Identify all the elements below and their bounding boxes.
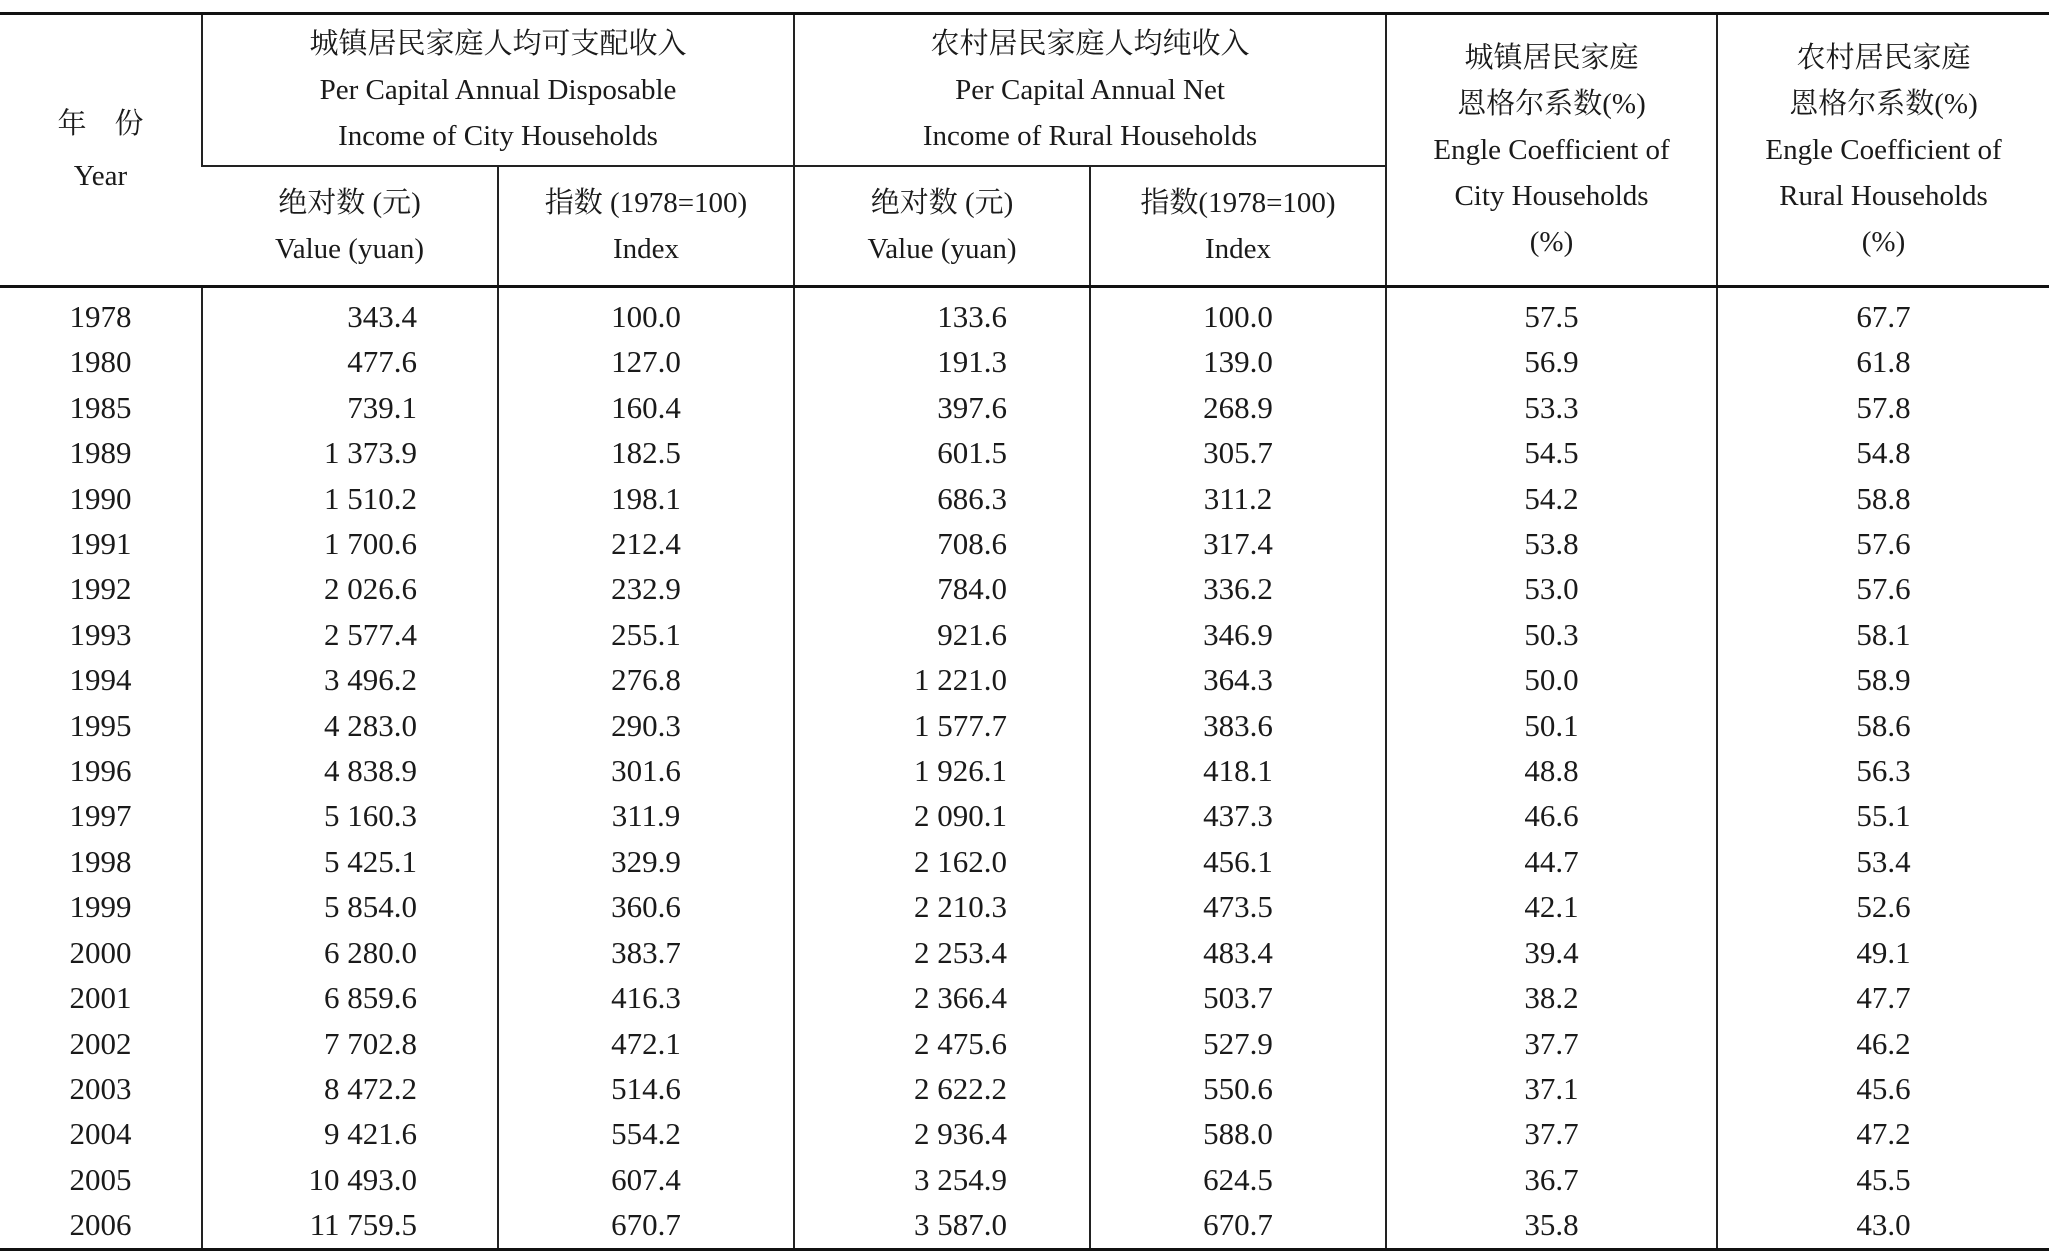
header-rural-index [1090, 166, 1386, 287]
cell-engel-city: 54.2 [1386, 476, 1717, 521]
cell-city-income-index: 212.4 [498, 521, 794, 566]
header-city-index [498, 166, 794, 287]
table-row [0, 975, 2049, 1020]
cell-engel-rural: 58.6 [1717, 703, 2049, 748]
header-city-income-group [202, 14, 794, 167]
cell-rural-income-value: 921.6 [794, 612, 1090, 657]
table-row [0, 1066, 2049, 1111]
cell-rural-income-index: 336.2 [1090, 566, 1386, 611]
cell-engel-rural: 47.2 [1717, 1111, 2049, 1156]
cell-engel-city: 36.7 [1386, 1157, 1717, 1202]
header-city-value-cn: 绝对数 (元) [278, 187, 421, 219]
cell-city-income-value: 5 160.3 [202, 793, 498, 838]
cell-rural-income-index: 670.7 [1090, 1202, 1386, 1249]
cell-year: 2002 [69, 1025, 132, 1061]
header-engel-city-en2: City Households [1454, 180, 1649, 212]
header-rural-value-cn: 绝对数 (元) [870, 187, 1014, 219]
table-row [0, 566, 2049, 611]
cell-city-income-value: 5 425.1 [202, 839, 498, 884]
cell-engel-city: 46.6 [1386, 793, 1717, 838]
cell-engel-rural: 47.7 [1717, 975, 2049, 1020]
cell-rural-income-index: 139.0 [1090, 339, 1386, 384]
cell-year: 1994 [69, 662, 132, 698]
header-engel-rural [1717, 14, 2049, 287]
table-row [0, 521, 2049, 566]
table-row [0, 1202, 2049, 1249]
cell-engel-rural: 52.6 [1717, 884, 2049, 929]
cell-year: 1989 [69, 435, 132, 471]
cell-engel-city: 53.3 [1386, 385, 1717, 430]
cell-city-income-index: 514.6 [498, 1066, 794, 1111]
cell-rural-income-index: 311.2 [1090, 476, 1386, 521]
table-row [0, 612, 2049, 657]
cell-rural-income-index: 100.0 [1090, 287, 1386, 340]
header-year-cn: 年份 [57, 108, 172, 140]
cell-city-income-value: 3 496.2 [202, 657, 498, 702]
cell-rural-income-value: 2 366.4 [794, 975, 1090, 1020]
cell-city-income-index: 607.4 [498, 1157, 794, 1202]
cell-rural-income-index: 483.4 [1090, 930, 1386, 975]
income-engel-table [0, 12, 2049, 1251]
cell-engel-city: 37.7 [1386, 1111, 1717, 1156]
header-year [0, 14, 202, 287]
table-row [0, 1021, 2049, 1066]
cell-city-income-value: 1 510.2 [202, 476, 498, 521]
table-row [0, 385, 2049, 430]
cell-rural-income-value: 3 254.9 [794, 1157, 1090, 1202]
cell-year: 2004 [69, 1116, 132, 1152]
table-row [0, 703, 2049, 748]
cell-rural-income-value: 191.3 [794, 339, 1090, 384]
cell-year: 1978 [69, 299, 132, 334]
cell-engel-rural: 61.8 [1717, 339, 2049, 384]
cell-rural-income-index: 456.1 [1090, 839, 1386, 884]
header-engel-rural-en1: Engle Coefficient of [1765, 134, 2002, 166]
cell-city-income-value: 8 472.2 [202, 1066, 498, 1111]
cell-city-income-index: 416.3 [498, 975, 794, 1020]
cell-city-income-value: 5 854.0 [202, 884, 498, 929]
cell-rural-income-index: 503.7 [1090, 975, 1386, 1020]
cell-engel-city: 57.5 [1386, 287, 1717, 340]
cell-rural-income-index: 317.4 [1090, 521, 1386, 566]
header-city-value [202, 166, 498, 287]
cell-engel-city: 37.7 [1386, 1021, 1717, 1066]
cell-engel-city: 54.5 [1386, 430, 1717, 475]
cell-rural-income-index: 383.6 [1090, 703, 1386, 748]
cell-engel-rural: 57.6 [1717, 566, 2049, 611]
cell-city-income-index: 290.3 [498, 703, 794, 748]
cell-city-income-value: 11 759.5 [202, 1202, 498, 1249]
cell-engel-rural: 53.4 [1717, 839, 2049, 884]
cell-year: 1996 [69, 753, 132, 789]
cell-engel-rural: 58.8 [1717, 476, 2049, 521]
header-engel-rural-en3: (%) [1861, 226, 1906, 258]
header-rural-group-en2: Income of Rural Households [922, 120, 1258, 152]
cell-engel-city: 53.8 [1386, 521, 1717, 566]
cell-city-income-value: 9 421.6 [202, 1111, 498, 1156]
cell-rural-income-value: 686.3 [794, 476, 1090, 521]
table-row [0, 657, 2049, 702]
header-city-value-en: Value (yuan) [275, 233, 424, 265]
cell-year: 1993 [69, 616, 132, 652]
cell-city-income-value: 477.6 [202, 339, 498, 384]
cell-year: 1995 [69, 707, 132, 743]
cell-engel-city: 48.8 [1386, 748, 1717, 793]
cell-engel-rural: 55.1 [1717, 793, 2049, 838]
cell-year: 1991 [69, 526, 132, 562]
cell-engel-rural: 57.8 [1717, 385, 2049, 430]
header-engel-city-en3: (%) [1529, 226, 1574, 258]
cell-engel-city: 53.0 [1386, 566, 1717, 611]
cell-engel-rural: 56.3 [1717, 748, 2049, 793]
table-header [0, 14, 2049, 287]
header-engel-city-en1: Engle Coefficient of [1433, 134, 1670, 166]
cell-engel-rural: 67.7 [1717, 287, 2049, 340]
cell-rural-income-index: 364.3 [1090, 657, 1386, 702]
cell-city-income-value: 6 859.6 [202, 975, 498, 1020]
cell-year: 1997 [69, 798, 132, 834]
cell-engel-rural: 45.6 [1717, 1066, 2049, 1111]
table-row [0, 339, 2049, 384]
cell-rural-income-value: 708.6 [794, 521, 1090, 566]
cell-year: 1985 [69, 389, 132, 425]
table-row [0, 793, 2049, 838]
cell-city-income-index: 255.1 [498, 612, 794, 657]
header-engel-rural-cn1: 农村居民家庭 [1796, 42, 1971, 74]
cell-year: 1990 [69, 480, 132, 516]
cell-city-income-index: 198.1 [498, 476, 794, 521]
cell-city-income-value: 6 280.0 [202, 930, 498, 975]
table-body [0, 287, 2049, 1250]
cell-rural-income-value: 1 577.7 [794, 703, 1090, 748]
cell-city-income-value: 1 700.6 [202, 521, 498, 566]
header-engel-city [1386, 14, 1717, 287]
cell-year: 1980 [69, 344, 132, 380]
cell-city-income-index: 360.6 [498, 884, 794, 929]
cell-city-income-value: 4 838.9 [202, 748, 498, 793]
cell-engel-city: 50.3 [1386, 612, 1717, 657]
cell-engel-rural: 49.1 [1717, 930, 2049, 975]
cell-rural-income-index: 588.0 [1090, 1111, 1386, 1156]
cell-rural-income-value: 1 926.1 [794, 748, 1090, 793]
cell-year: 2003 [69, 1070, 132, 1106]
cell-engel-city: 38.2 [1386, 975, 1717, 1020]
cell-year: 1992 [69, 571, 132, 607]
cell-engel-rural: 58.9 [1717, 657, 2049, 702]
cell-rural-income-value: 1 221.0 [794, 657, 1090, 702]
cell-rural-income-index: 624.5 [1090, 1157, 1386, 1202]
cell-city-income-value: 2 026.6 [202, 566, 498, 611]
header-rural-value [794, 166, 1090, 287]
cell-city-income-index: 383.7 [498, 930, 794, 975]
cell-rural-income-value: 133.6 [794, 287, 1090, 340]
cell-city-income-index: 472.1 [498, 1021, 794, 1066]
header-city-group-en2: Income of City Households [338, 120, 658, 152]
cell-year: 2001 [69, 980, 132, 1016]
cell-engel-city: 39.4 [1386, 930, 1717, 975]
cell-rural-income-index: 268.9 [1090, 385, 1386, 430]
cell-engel-rural: 45.5 [1717, 1157, 2049, 1202]
cell-year: 2005 [69, 1161, 132, 1197]
cell-rural-income-index: 305.7 [1090, 430, 1386, 475]
cell-rural-income-value: 3 587.0 [794, 1202, 1090, 1249]
header-city-group-en1: Per Capital Annual Disposable [319, 74, 677, 106]
cell-rural-income-index: 527.9 [1090, 1021, 1386, 1066]
header-engel-city-cn1: 城镇居民家庭 [1464, 42, 1639, 74]
header-rural-value-en: Value (yuan) [867, 233, 1017, 265]
cell-city-income-index: 232.9 [498, 566, 794, 611]
cell-rural-income-value: 784.0 [794, 566, 1090, 611]
header-city-group-cn: 城镇居民家庭人均可支配收入 [309, 28, 687, 60]
header-city-index-en: Index [612, 233, 680, 265]
cell-rural-income-value: 2 253.4 [794, 930, 1090, 975]
table-row [0, 930, 2049, 975]
table-row [0, 476, 2049, 521]
cell-city-income-value: 343.4 [202, 287, 498, 340]
cell-city-income-value: 1 373.9 [202, 430, 498, 475]
header-rural-index-cn: 指数(1978=100) [1140, 187, 1336, 219]
cell-engel-city: 42.1 [1386, 884, 1717, 929]
cell-engel-rural: 43.0 [1717, 1202, 2049, 1249]
header-engel-rural-cn2: 恩格尔系数(%) [1789, 88, 1978, 120]
header-engel-city-cn2: 恩格尔系数(%) [1457, 88, 1646, 120]
cell-city-income-index: 554.2 [498, 1111, 794, 1156]
cell-rural-income-value: 2 622.2 [794, 1066, 1090, 1111]
cell-city-income-index: 301.6 [498, 748, 794, 793]
cell-city-income-index: 182.5 [498, 430, 794, 475]
table-row [0, 1111, 2049, 1156]
header-engel-rural-en2: Rural Households [1779, 180, 1988, 212]
cell-city-income-index: 160.4 [498, 385, 794, 430]
cell-rural-income-index: 550.6 [1090, 1066, 1386, 1111]
cell-engel-city: 50.0 [1386, 657, 1717, 702]
table-row [0, 839, 2049, 884]
cell-engel-city: 35.8 [1386, 1202, 1717, 1249]
cell-engel-city: 37.1 [1386, 1066, 1717, 1111]
cell-engel-rural: 46.2 [1717, 1021, 2049, 1066]
cell-city-income-index: 276.8 [498, 657, 794, 702]
cell-rural-income-index: 418.1 [1090, 748, 1386, 793]
header-rural-group-cn: 农村居民家庭人均纯收入 [930, 28, 1250, 60]
cell-engel-rural: 58.1 [1717, 612, 2049, 657]
cell-city-income-value: 739.1 [202, 385, 498, 430]
cell-city-income-value: 4 283.0 [202, 703, 498, 748]
header-rural-group-en1: Per Capital Annual Net [955, 74, 1225, 106]
table-row [0, 287, 2049, 340]
cell-engel-rural: 54.8 [1717, 430, 2049, 475]
cell-rural-income-value: 601.5 [794, 430, 1090, 475]
cell-city-income-index: 670.7 [498, 1202, 794, 1249]
cell-city-income-index: 311.9 [498, 793, 794, 838]
cell-city-income-value: 2 577.4 [202, 612, 498, 657]
cell-rural-income-value: 2 936.4 [794, 1111, 1090, 1156]
cell-engel-city: 44.7 [1386, 839, 1717, 884]
cell-engel-rural: 57.6 [1717, 521, 2049, 566]
cell-rural-income-value: 397.6 [794, 385, 1090, 430]
cell-year: 2006 [0, 1202, 202, 1249]
cell-rural-income-value: 2 475.6 [794, 1021, 1090, 1066]
cell-engel-city: 56.9 [1386, 339, 1717, 384]
cell-rural-income-index: 437.3 [1090, 793, 1386, 838]
header-rural-index-en: Index [1205, 233, 1272, 265]
cell-city-income-value: 7 702.8 [202, 1021, 498, 1066]
cell-year: 1999 [69, 889, 132, 925]
cell-engel-city: 50.1 [1386, 703, 1717, 748]
cell-rural-income-index: 473.5 [1090, 884, 1386, 929]
income-table-container [0, 12, 2049, 1251]
cell-year: 1998 [69, 843, 132, 879]
cell-city-income-index: 329.9 [498, 839, 794, 884]
table-row [0, 748, 2049, 793]
cell-city-income-index: 100.0 [498, 287, 794, 340]
header-city-index-cn: 指数 (1978=100) [544, 187, 748, 219]
cell-rural-income-value: 2 162.0 [794, 839, 1090, 884]
cell-year: 2000 [69, 934, 132, 970]
table-row [0, 1157, 2049, 1202]
header-year-en: Year [73, 160, 128, 192]
cell-city-income-value: 10 493.0 [202, 1157, 498, 1202]
cell-city-income-index: 127.0 [498, 339, 794, 384]
table-row [0, 884, 2049, 929]
cell-rural-income-value: 2 210.3 [794, 884, 1090, 929]
table-row [0, 430, 2049, 475]
cell-rural-income-index: 346.9 [1090, 612, 1386, 657]
cell-rural-income-value: 2 090.1 [794, 793, 1090, 838]
header-rural-income-group [794, 14, 1386, 167]
